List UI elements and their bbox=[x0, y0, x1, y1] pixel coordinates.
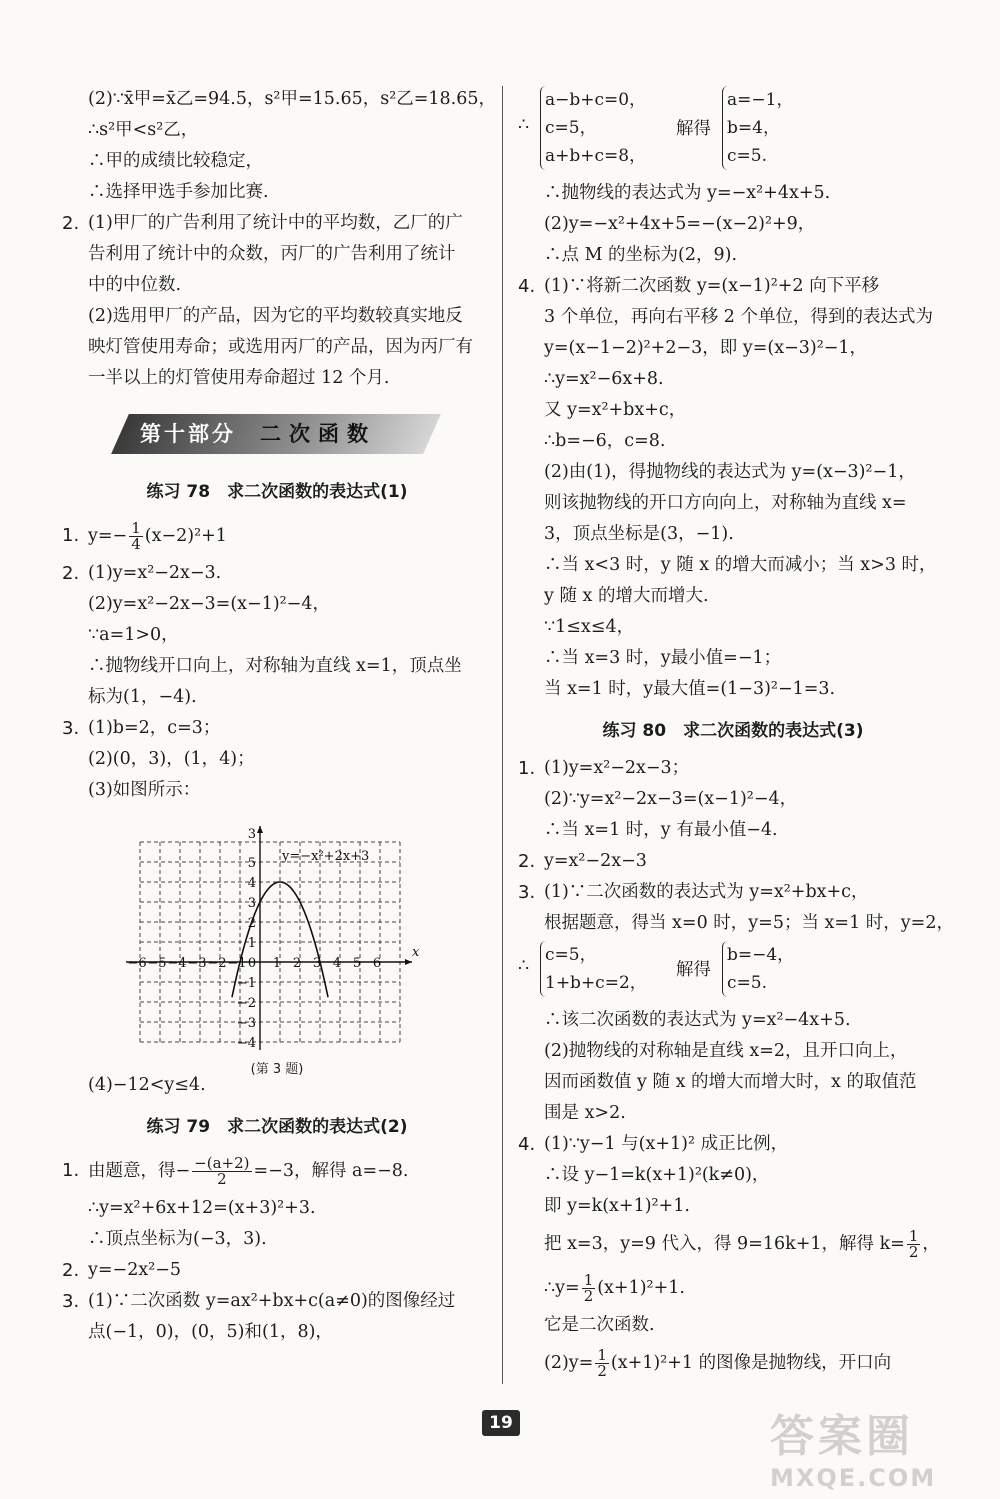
x-tick-label: −2 bbox=[207, 956, 227, 971]
question-number: 4. bbox=[518, 276, 536, 297]
banner-part: 第十部分 bbox=[140, 422, 236, 446]
denominator: 2 bbox=[583, 1287, 594, 1305]
watermark-url: MXQE.COM bbox=[770, 1464, 937, 1492]
figure bbox=[62, 812, 492, 1077]
text-line: (1)∵将新二次函数 y=(x−1)²+2 向下平移 bbox=[544, 276, 880, 296]
equation: a+b+c=8， bbox=[545, 146, 647, 166]
text-line: (3)如图所示： bbox=[88, 780, 201, 800]
text-line: 中的中位数. bbox=[88, 275, 182, 295]
function-label: y=−x²+2x+3 bbox=[282, 849, 370, 864]
text-line: (2)y=−x²+4x+5=−(x−2)²+9， bbox=[544, 214, 816, 234]
text-line: 映灯管使用寿命；或选用丙厂的产品，因为丙厂有 bbox=[88, 337, 473, 357]
question-number: 2. bbox=[62, 563, 80, 584]
text-line: 围是 x>2. bbox=[544, 1103, 626, 1123]
text-line: (2)∵y=x²−2x−3=(x−1)²−4， bbox=[544, 789, 798, 809]
numerator: 1 bbox=[908, 1227, 919, 1245]
question-3 bbox=[518, 877, 948, 908]
equation: c=5， bbox=[545, 945, 597, 965]
y-tick-label: 3 bbox=[247, 896, 256, 911]
text-line: 标为(1，−4). bbox=[88, 687, 197, 707]
text-line: ∴s²甲<s²乙， bbox=[88, 120, 199, 140]
text-line: ∴该二次函数的表达式为 y=x²−4x+5. bbox=[544, 1010, 851, 1030]
question-number: 3. bbox=[62, 718, 80, 739]
text-line: ∴甲的成绩比较稳定， bbox=[88, 151, 263, 171]
question-number: 1. bbox=[62, 525, 80, 546]
y-tick-label: −3 bbox=[236, 1016, 256, 1031]
question-4 bbox=[518, 1129, 948, 1160]
x-tick-label: 4 bbox=[332, 956, 342, 971]
y-tick-label: 2 bbox=[247, 916, 256, 931]
text-line: (2)y=x²−2x−3=(x−1)²−4， bbox=[88, 594, 330, 614]
parabola-graph bbox=[127, 812, 430, 1052]
numerator: −(a+2) bbox=[194, 1154, 250, 1172]
text-line: ∵1≤x≤4， bbox=[544, 617, 635, 637]
math-text: (x+1)²+1. bbox=[597, 1278, 685, 1298]
banner-title bbox=[140, 414, 376, 454]
question-2 bbox=[62, 558, 492, 589]
question-3 bbox=[62, 1286, 492, 1317]
text-line: y=−2x²−5 bbox=[88, 1260, 182, 1280]
watermark-title: 答案圈 bbox=[770, 1411, 914, 1462]
figure-caption: (第 3 题) bbox=[250, 1062, 304, 1077]
x-tick-label: −3 bbox=[187, 956, 207, 971]
y-axis-arrow bbox=[257, 826, 263, 833]
text-line: y=x²−2x−3 bbox=[544, 851, 647, 871]
y-tick-label: −4 bbox=[236, 1036, 256, 1051]
x-tick-label: 0 bbox=[247, 956, 257, 971]
text-line: (1)y=x²−2x−3. bbox=[88, 563, 222, 583]
text-line: 它是二次函数. bbox=[544, 1315, 655, 1335]
math-text: 由题意，得− bbox=[88, 1161, 191, 1181]
x-tick-label: −5 bbox=[147, 956, 167, 971]
math-text: ， bbox=[922, 1234, 940, 1254]
text-line: (2)∵x̄甲=x̄乙=94.5，s²甲=15.65，s²乙=18.65， bbox=[88, 89, 496, 109]
text-line: ∴顶点坐标为(−3，3). bbox=[88, 1229, 267, 1249]
therefore-symbol: ∴ bbox=[518, 956, 530, 976]
section-heading-79: 练习 79 求二次函数的表达式(2) bbox=[146, 1117, 408, 1137]
text-line bbox=[518, 1222, 948, 1266]
question-number: 1. bbox=[62, 1160, 80, 1181]
equation: a−b+c=0， bbox=[545, 90, 647, 110]
numerator: 1 bbox=[583, 1271, 594, 1289]
question-2 bbox=[62, 208, 492, 239]
text-line: (1)∵y−1 与(x+1)² 成正比例， bbox=[544, 1134, 789, 1154]
system-solution bbox=[722, 86, 793, 170]
x-tick-label: 3 bbox=[312, 956, 322, 971]
question-number: 2. bbox=[62, 1260, 80, 1281]
denominator: 4 bbox=[131, 535, 141, 553]
numerator: 1 bbox=[131, 519, 141, 537]
text-line: (2)(0，3)，(1，4)； bbox=[88, 749, 255, 769]
y-tick-label: −2 bbox=[236, 996, 256, 1011]
math-text: (2)y= bbox=[544, 1353, 594, 1373]
system-left bbox=[540, 941, 647, 997]
text-line: 点(−1，0)，(0，5)和(1，8)， bbox=[88, 1322, 333, 1342]
question-number: 2. bbox=[518, 851, 536, 872]
numerator: 1 bbox=[597, 1346, 607, 1364]
x-axis-arrow bbox=[405, 959, 412, 965]
math-text: (x−2)²+1 bbox=[144, 526, 227, 546]
question-number: 3. bbox=[518, 882, 536, 903]
left-column bbox=[62, 84, 496, 1348]
y-tick-label: −1 bbox=[236, 976, 256, 991]
y-tick-label: 4 bbox=[247, 876, 256, 891]
math-text: (x+1)²+1 的图像是抛物线，开口向 bbox=[610, 1353, 892, 1373]
denominator: 2 bbox=[597, 1362, 607, 1380]
question-1 bbox=[62, 1149, 492, 1193]
text-line bbox=[518, 1266, 948, 1310]
text-line bbox=[518, 1341, 948, 1385]
text-line: 因而函数值 y 随 x 的增大而增大时，x 的取值范 bbox=[544, 1072, 917, 1092]
text-line: ∴当 x<3 时，y 随 x 的增大而减小；当 x>3 时， bbox=[544, 555, 937, 575]
math-text: =−3，解得 a=−8. bbox=[253, 1161, 409, 1181]
y-tick-label: 5 bbox=[247, 856, 256, 871]
text-line: ∴设 y−1=k(x+1)²(k≠0)， bbox=[544, 1165, 770, 1185]
x-tick-label: 1 bbox=[272, 956, 282, 971]
part-banner bbox=[120, 408, 440, 460]
equation-system bbox=[518, 939, 948, 1005]
fraction bbox=[595, 1348, 609, 1379]
equation: a=−1， bbox=[727, 90, 794, 110]
text-line: ∴抛物线的表达式为 y=−x²+4x+5. bbox=[544, 183, 831, 203]
math-text: 把 x=3，y=9 代入，得 9=16k+1，解得 k= bbox=[544, 1234, 905, 1254]
text-line: (2)选用甲厂的产品，因为它的平均数较真实地反 bbox=[88, 306, 463, 326]
fraction bbox=[129, 521, 143, 552]
math-text: ∴y= bbox=[544, 1278, 580, 1298]
text-line: ∴点 M 的坐标为(2，9). bbox=[544, 245, 738, 265]
text-line: (2)抛物线的对称轴是直线 x=2，且开口向上， bbox=[544, 1041, 908, 1061]
column-divider bbox=[502, 86, 503, 1384]
page-number: 19 bbox=[482, 1410, 520, 1436]
text-line: (1)b=2，c=3； bbox=[88, 718, 221, 738]
text-line: ∴y=x²+6x+12=(x+3)²+3. bbox=[88, 1198, 316, 1218]
question-2 bbox=[62, 1255, 492, 1286]
x-tick-label: 5 bbox=[352, 956, 362, 971]
text-line: (4)−12<y≤4. bbox=[88, 1075, 206, 1095]
x-tick-label: 6 bbox=[372, 956, 382, 971]
question-number: 2. bbox=[62, 213, 80, 234]
text-line: 即 y=k(x+1)²+1. bbox=[544, 1196, 690, 1216]
equation: c=5. bbox=[727, 973, 767, 993]
text-line: (2)由(1)，得抛物线的表达式为 y=(x−3)²−1， bbox=[544, 462, 916, 482]
watermark bbox=[770, 1400, 990, 1495]
section-heading-78: 练习 78 求二次函数的表达式(1) bbox=[146, 482, 408, 502]
question-1 bbox=[62, 514, 492, 558]
fraction bbox=[907, 1229, 921, 1260]
question-number: 3. bbox=[62, 1291, 80, 1312]
banner-topic: 二次函数 bbox=[260, 422, 376, 446]
fraction bbox=[192, 1156, 251, 1187]
y-top-label: 3 bbox=[247, 827, 256, 842]
text-line: (1)y=x²−2x−3； bbox=[544, 758, 690, 778]
equation: c=5， bbox=[545, 118, 597, 138]
therefore-symbol: ∴ bbox=[518, 115, 530, 135]
text-line: (1)∵二次函数 y=ax²+bx+c(a≠0)的图像经过 bbox=[88, 1291, 456, 1311]
text-line: ∵a=1>0， bbox=[88, 625, 179, 645]
text-line: (1)∵二次函数的表达式为 y=x²+bx+c， bbox=[544, 882, 869, 902]
text-line: ∴y=x²−6x+8. bbox=[544, 369, 664, 389]
text-line: 3，顶点坐标是(3，−1). bbox=[544, 524, 734, 544]
solve-label: 解得 bbox=[676, 119, 711, 139]
x-tick-label: −4 bbox=[167, 956, 187, 971]
x-tick-label: −1 bbox=[227, 956, 247, 971]
equation: c=5. bbox=[727, 146, 767, 166]
question-number: 4. bbox=[518, 1134, 536, 1155]
question-number: 1. bbox=[518, 758, 536, 779]
text-line: 根据题意，得当 x=0 时，y=5；当 x=1 时，y=2， bbox=[544, 913, 954, 933]
question-2 bbox=[518, 846, 948, 877]
text-line: y 随 x 的增大而增大. bbox=[544, 586, 709, 606]
equation-system bbox=[518, 84, 948, 178]
text-line: 3 个单位，再向右平移 2 个单位，得到的表达式为 bbox=[544, 307, 933, 327]
text-line: ∴当 x=3 时，y最小值=−1； bbox=[544, 648, 782, 668]
text-line: 当 x=1 时，y最大值=(1−3)²−1=3. bbox=[544, 679, 836, 699]
text-line: ∴b=−6，c=8. bbox=[544, 431, 666, 451]
x-tick-label: −6 bbox=[127, 956, 147, 971]
equation: b=4， bbox=[727, 118, 780, 138]
question-3 bbox=[62, 713, 492, 744]
section-heading-80: 练习 80 求二次函数的表达式(3) bbox=[602, 721, 864, 741]
text-line: ∴当 x=1 时，y 有最小值−4. bbox=[544, 820, 778, 840]
text-line: 则该抛物线的开口方向向上，对称轴为直线 x= bbox=[544, 493, 907, 513]
right-column bbox=[518, 84, 954, 1385]
x-axis-label: x bbox=[412, 945, 420, 960]
solve-label: 解得 bbox=[676, 960, 711, 980]
text-line: (1)甲厂的广告利用了统计中的平均数，乙厂的广 bbox=[88, 213, 463, 233]
text-line: ∴选择甲选手参加比赛. bbox=[88, 182, 269, 202]
y-tick-label: 1 bbox=[247, 936, 256, 951]
equation: b=−4， bbox=[727, 945, 795, 965]
text-line: 一半以上的灯管使用寿命超过 12 个月. bbox=[88, 368, 390, 388]
x-tick-label: 2 bbox=[292, 956, 302, 971]
math-text: y=− bbox=[88, 526, 128, 546]
text-line: 告利用了统计中的众数，丙厂的广告利用了统计 bbox=[88, 244, 456, 264]
text-line: 又 y=x²+bx+c， bbox=[544, 400, 687, 420]
text-line: ∴抛物线开口向上，对称轴为直线 x=1，顶点坐 bbox=[88, 656, 462, 676]
question-4 bbox=[518, 271, 948, 302]
system-left bbox=[540, 86, 646, 170]
denominator: 2 bbox=[908, 1243, 919, 1261]
question-1 bbox=[518, 753, 948, 784]
denominator: 2 bbox=[217, 1170, 227, 1188]
fraction bbox=[582, 1273, 596, 1304]
system-solution bbox=[722, 941, 794, 997]
text-line: y=(x−1−2)²+2−3，即 y=(x−3)²−1， bbox=[544, 338, 868, 358]
equation: 1+b+c=2， bbox=[545, 973, 647, 993]
